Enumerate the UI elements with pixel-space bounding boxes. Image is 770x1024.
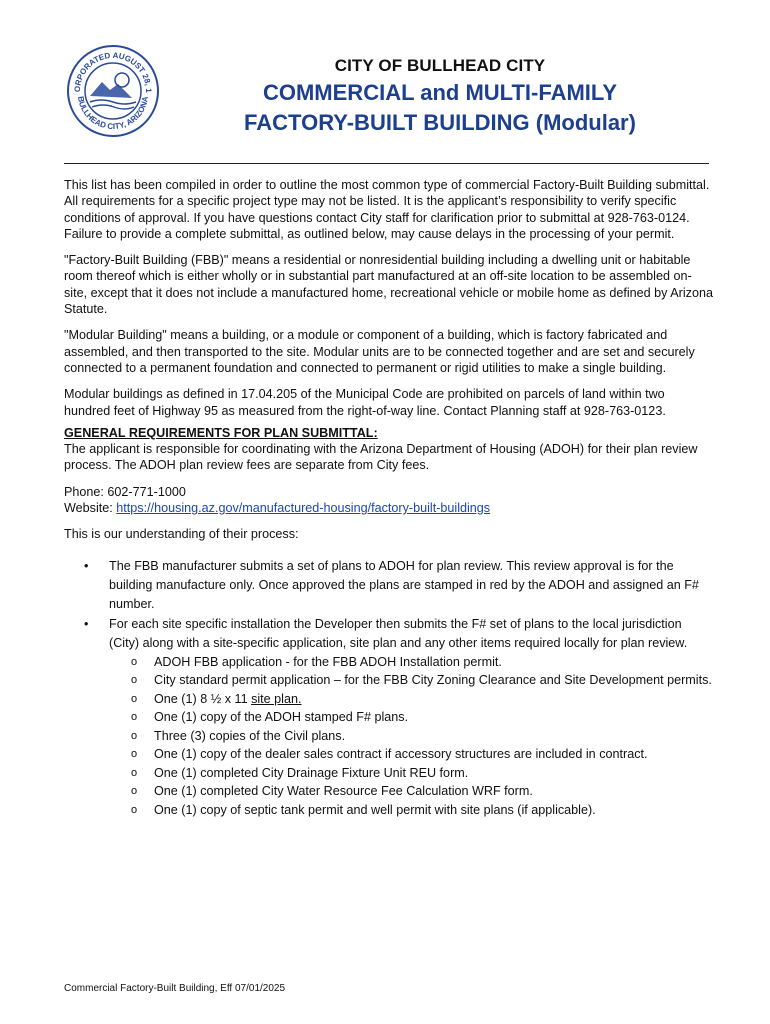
list-item	[109, 782, 714, 801]
svg-text:INCORPORATED AUGUST 28, 1984: ORPORATED AUGUST 28, 1	[72, 50, 154, 93]
process-step-2: For each site specific installation the Developer then submits the F# set of plans to the local jurisdiction (City) along with a site-specific application, site plan and any other items required locally for plan review.	[109, 616, 688, 650]
circle-bullet-icon: o	[131, 803, 138, 816]
list-item	[64, 615, 714, 820]
circle-bullet-icon: o	[131, 766, 138, 779]
submittal-item-text: One (1) copy of septic tank permit and well permit with site plans (if applicable).	[154, 802, 596, 817]
city-name: CITY OF BULLHEAD CITY	[334, 56, 546, 75]
submittal-item-text: One (1) completed City Water Resource Fee Calculation WRF form.	[154, 784, 533, 799]
circle-bullet-icon: o	[131, 785, 138, 798]
document-header	[160, 56, 720, 136]
highway-prohibition: Modular buildings as defined in 17.04.205 of the Municipal Code are prohibited on parcels of land within two hundred feet of Highway 95 as measured from the right-of-way line. Contact Planning staff at 928-763-0123.	[64, 387, 666, 418]
list-item	[109, 690, 714, 709]
circle-bullet-icon: o	[131, 655, 138, 668]
submittal-items-list	[109, 653, 714, 820]
submittal-item-text: One (1) 8 ½ x 11	[154, 691, 252, 706]
process-intro: This is our understanding of their process:	[64, 527, 299, 542]
document-title-line-1: COMMERCIAL and MULTI-FAMILY	[262, 80, 618, 105]
general-requirements-heading: GENERAL REQUIREMENTS FOR PLAN SUBMITTAL:	[64, 425, 378, 440]
circle-bullet-icon: o	[131, 729, 138, 742]
document-title-line-2: FACTORY-BUILT BUILDING (Modular)	[244, 110, 636, 135]
submittal-item-text: ADOH FBB application - for the FBB ADOH Installation permit.	[154, 654, 502, 669]
list-item	[109, 745, 714, 764]
document-body	[64, 177, 714, 819]
website-label: Website:	[64, 501, 117, 516]
svg-text:BULLHEAD CITY, ARIZONA: BULLHEAD CITY, ARIZONA	[76, 95, 150, 132]
submittal-item-text: One (1) copy of the dealer sales contract if accessory structures are included in contract.	[154, 747, 648, 762]
city-seal-logo	[66, 44, 160, 138]
list-item	[109, 708, 714, 727]
circle-bullet-icon: o	[131, 674, 138, 687]
site-plan-link[interactable]: site plan.	[251, 691, 302, 706]
process-step-1: The FBB manufacturer submits a set of plans to ADOH for plan review. This review approval is for the building manufacture only. Once approved the plans are stamped in red by the ADOH and assigned an F# number.	[109, 558, 699, 611]
bullet-icon: •	[84, 558, 89, 573]
adoh-website-link[interactable]: https://housing.az.gov/manufactured-housing/factory-built-buildings	[116, 501, 491, 516]
list-item	[109, 764, 714, 783]
page-footer: Commercial Factory-Built Building, Eff 07/01/2025	[64, 983, 286, 994]
bullet-icon: •	[84, 616, 89, 631]
submittal-item-text: One (1) completed City Drainage Fixture Unit REU form.	[154, 765, 469, 780]
circle-bullet-icon: o	[131, 692, 138, 705]
submittal-item-text: Three (3) copies of the Civil plans.	[154, 728, 346, 743]
list-item	[109, 727, 714, 746]
submittal-item-text: One (1) copy of the ADOH stamped F# plans.	[154, 710, 409, 725]
fbb-definition: "Factory-Built Building (FBB)" means a residential or nonresidential building including a dwelling unit or habitable room thereof which is either wholly or in substantial part manufactured at an off-site location to be assembled on-site, except that it does not include a manufactured home, recreational vehicle or mobile home as defined by Arizona Statute.	[64, 253, 713, 317]
intro-paragraph: This list has been compiled in order to outline the most common type of commercial Factory-Built Building submittal. All requirements for a specific project type may not be listed. It is the applicant’s responsibility to verify specific conditions of approval. If you have questions contact City staff for clarification prior to submittal at 928-763-0124. Failure to provide a complete submittal, as outlined below, may cause delays in the processing of your permit.	[64, 178, 710, 241]
submittal-item-text: City standard permit application – for the FBB City Zoning Clearance and Site Development permits.	[154, 673, 712, 688]
circle-bullet-icon: o	[131, 711, 138, 724]
header-divider	[64, 163, 709, 164]
list-item	[109, 653, 714, 672]
list-item	[64, 557, 714, 614]
modular-definition: "Modular Building" means a building, or a module or component of a building, which is factory fabricated and assembled, and then transported to the site. Modular units are to be connected together and are set and securely connected to a permanent foundation and connected to permanent or rigid utilities to make a single building.	[64, 328, 695, 375]
list-item	[109, 801, 714, 820]
process-list	[64, 557, 714, 820]
adoh-phone: Phone: 602-771-1000	[64, 484, 186, 499]
general-requirements-text: The applicant is responsible for coordinating with the Arizona Department of Housing (ADOH) for their plan review process. The ADOH plan review fees are separate from City fees.	[64, 442, 698, 473]
adoh-website	[64, 500, 714, 516]
list-item	[109, 671, 714, 690]
circle-bullet-icon: o	[131, 748, 138, 761]
city-seal-icon	[66, 44, 160, 138]
